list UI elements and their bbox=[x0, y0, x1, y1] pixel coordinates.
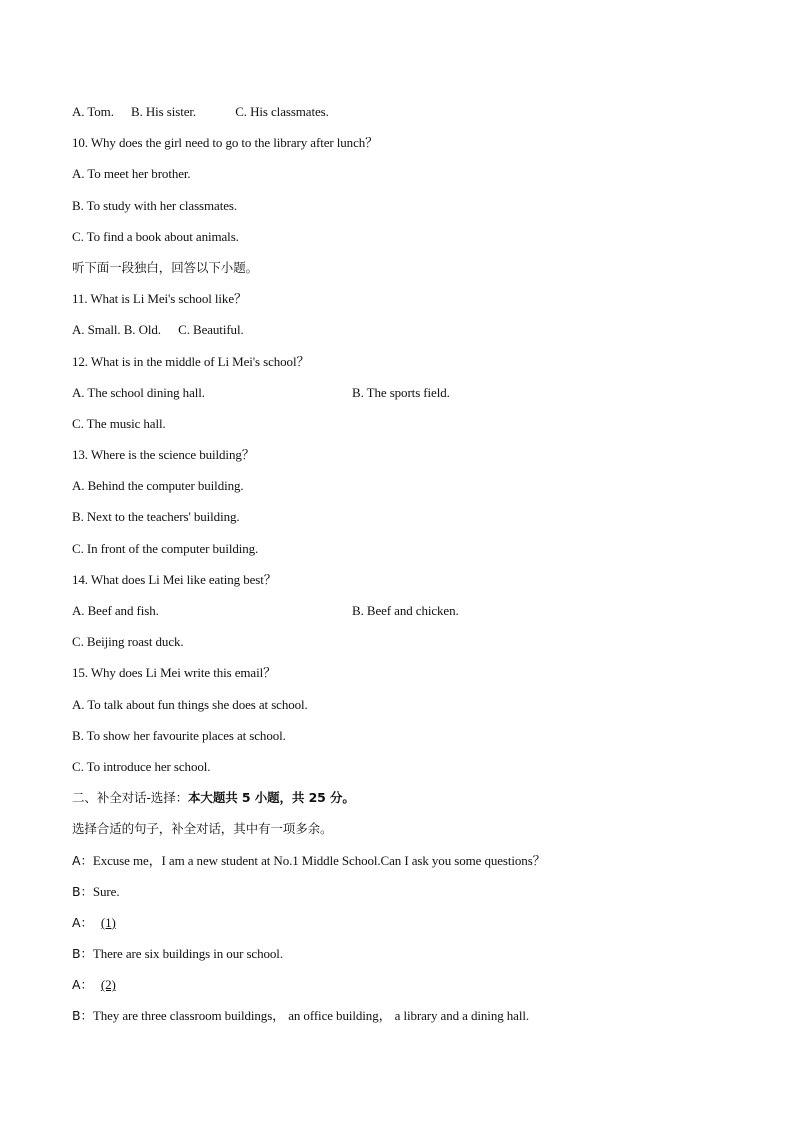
dialogue-text: They are three classroom buildings， an office building， a library and a dining hall. bbox=[92, 1008, 530, 1024]
q13-question: 13. Where is the science building？ bbox=[72, 447, 255, 463]
q11-option-a: A. Small. bbox=[72, 322, 121, 338]
q14-question: 14. What does Li Mei like eating best？ bbox=[72, 571, 277, 587]
q15-option-b: B. To show her favourite places at school. bbox=[72, 727, 286, 743]
q9-option-a: A. Tom. bbox=[72, 104, 114, 119]
monologue-instruction: 听下面一段独白，回答以下小题。 bbox=[72, 259, 259, 275]
q11-question: 11. What is Li Mei's school like？ bbox=[72, 291, 247, 307]
q9-option-c: C. His classmates. bbox=[235, 104, 329, 119]
q11-option-c: C. Beautiful. bbox=[178, 322, 244, 338]
dialogue-speaker: B： bbox=[72, 883, 93, 899]
q14-option-b: B. Beef and chicken. bbox=[352, 603, 459, 618]
dialogue-text: Excuse me，I am a new student at No.1 Middle School.Can I ask you some questions？ bbox=[92, 852, 546, 868]
answer-blank-1: (1) bbox=[100, 914, 116, 930]
section2-heading-prefix: 二、补全对话-选择： bbox=[72, 790, 189, 806]
q12-options-line bbox=[72, 383, 732, 414]
q10-option-b: B. To study with her classmates. bbox=[72, 197, 237, 213]
dialogue-text: Sure. bbox=[92, 883, 120, 899]
q12-question: 12. What is in the middle of Li Mei's school？ bbox=[72, 353, 310, 369]
dialogue-line bbox=[72, 851, 732, 882]
dialogue-speaker: A： bbox=[72, 977, 93, 993]
q14-option-c: C. Beijing roast duck. bbox=[72, 634, 184, 650]
section2-heading-score: 本大题共 5 小题，共 25 分。 bbox=[188, 790, 355, 806]
section2-heading bbox=[72, 788, 732, 819]
dialogue-line bbox=[72, 913, 732, 944]
dialogue-line bbox=[72, 882, 732, 913]
q12-option-a: A. The school dining hall. bbox=[72, 384, 205, 400]
q13-option-c: C. In front of the computer building. bbox=[72, 540, 259, 556]
q15-question: 15. Why does Li Mei write this email？ bbox=[72, 665, 277, 681]
q11-option-b: B. Old. bbox=[123, 322, 161, 338]
section2-instruction: 选择合适的句子，补全对话，其中有一项多余。 bbox=[72, 821, 333, 837]
q13-option-a: A. Behind the computer building. bbox=[72, 478, 244, 494]
dialogue-speaker: A： bbox=[72, 852, 93, 868]
q15-option-a: A. To talk about fun things she does at school. bbox=[72, 696, 308, 712]
dialogue-speaker: B： bbox=[72, 1008, 93, 1024]
dialogue-text: There are six buildings in our school. bbox=[92, 946, 283, 962]
dialogue-line bbox=[72, 1006, 732, 1037]
q15-option-c: C. To introduce her school. bbox=[72, 758, 211, 774]
q14-option-a: A. Beef and fish. bbox=[72, 603, 159, 618]
q13-option-b: B. Next to the teachers' building. bbox=[72, 509, 240, 525]
q9-option-b: B. His sister. bbox=[131, 104, 197, 119]
q12-option-b: B. The sports field. bbox=[352, 384, 450, 400]
q10-question: 10. Why does the girl need to go to the library after lunch？ bbox=[72, 135, 379, 151]
q11-options-line bbox=[72, 320, 732, 351]
q9-options-line bbox=[72, 102, 732, 133]
exam-page bbox=[72, 102, 732, 1038]
q14-options-line bbox=[72, 601, 732, 632]
dialogue-speaker: B： bbox=[72, 946, 93, 962]
q12-option-c: C. The music hall. bbox=[72, 415, 166, 431]
answer-blank-2: (2) bbox=[100, 977, 116, 993]
q10-option-a: A. To meet her brother. bbox=[72, 166, 191, 182]
dialogue-speaker: A： bbox=[72, 914, 93, 930]
dialogue-line bbox=[72, 975, 732, 1006]
dialogue-line bbox=[72, 944, 732, 975]
q10-option-c: C. To find a book about animals. bbox=[72, 228, 239, 244]
